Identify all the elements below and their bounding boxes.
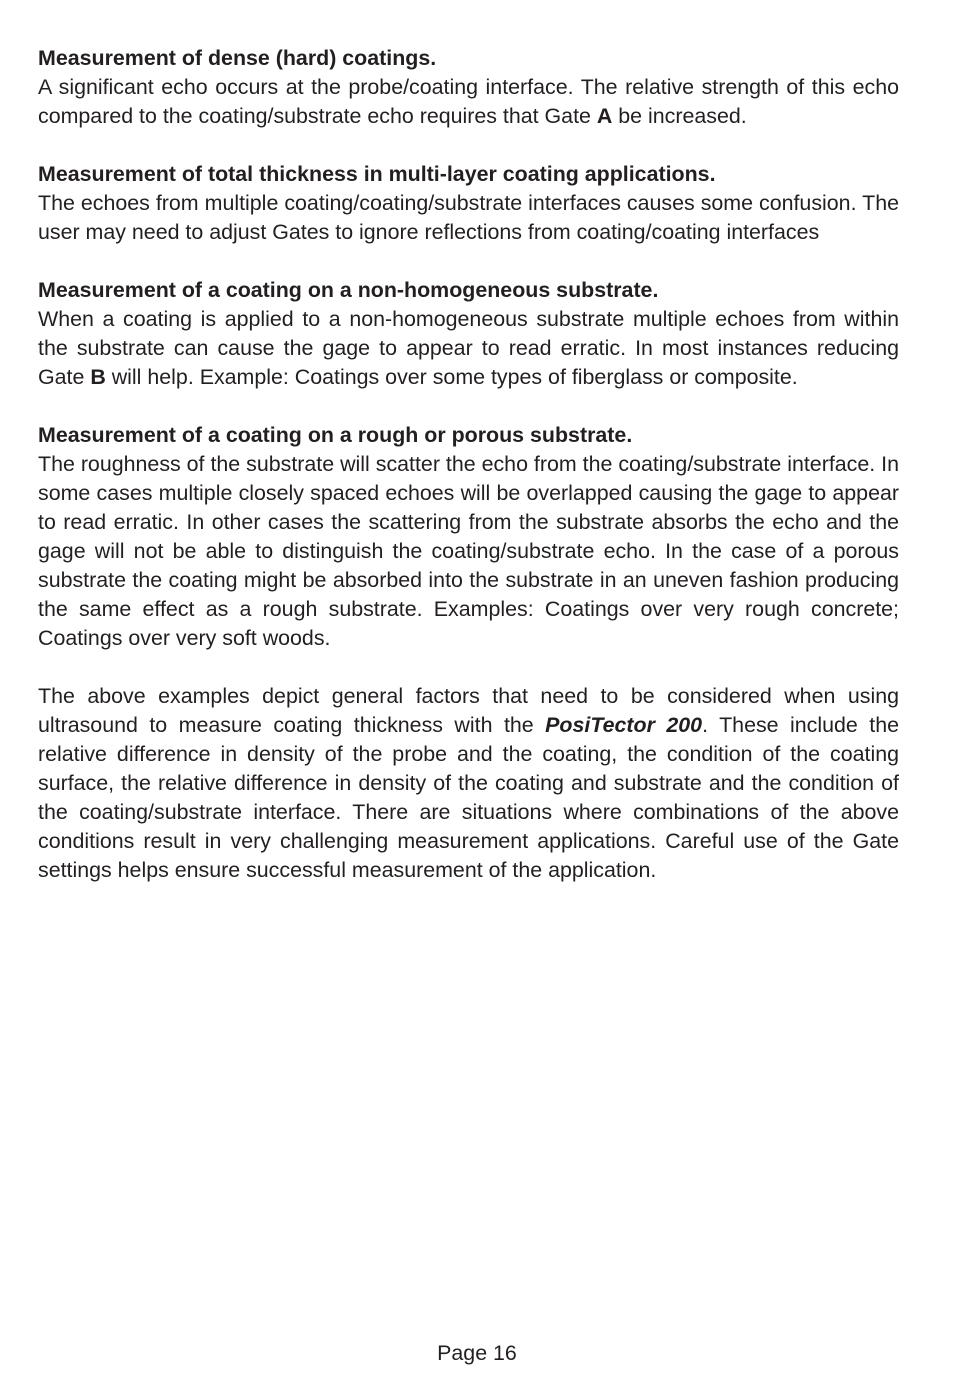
section-non-homogeneous [38,276,899,392]
section-paragraph [38,73,899,131]
section-dense-coatings [38,44,899,131]
section-heading: Measurement of total thickness in multi-layer coating applications. [38,162,716,186]
section-paragraph: The echoes from multiple coating/coating/substrate interfaces causes some confusion. The user may need to adjust Gates to ignore reflections from coating/coating interfaces [38,191,899,244]
section-heading: Measurement of a coating on a non-homogeneous substrate. [38,278,659,302]
section-multi-layer [38,160,899,247]
section-heading: Measurement of a coating on a rough or porous substrate. [38,423,633,447]
page-number: Page 16 [437,1341,517,1365]
paragraph-text: A significant echo occurs at the probe/coating interface. The relative strength of this echo compared to the coating/substrate echo requires that Gate [38,75,899,128]
section-paragraph: The roughness of the substrate will scatter the echo from the coating/substrate interface. In some cases multiple closely spaced echoes will be overlapped causing the gage to appear to read erratic. In other cases the scattering from the substrate absorbs the echo and the gage will not be able to distinguish the coating/substrate echo. In the case of a porous substrate the coating might be absorbed into the substrate in an uneven fashion producing the same effect as a rough substrate. Examples: Coatings over very rough concrete; Coatings over very soft woods. [38,452,899,650]
summary-paragraph [38,682,899,885]
gate-label: B [90,365,106,389]
product-name: PosiTector 200 [545,713,703,737]
section-heading: Measurement of dense (hard) coatings. [38,46,437,70]
paragraph-text: will help. Example: Coatings over some types of fiberglass or composite. [105,365,798,389]
paragraph-text: When a coating is applied to a non-homogeneous substrate multiple echoes from within the substrate can cause the gage to appear to read erratic. In most instances reducing Gate [38,307,899,389]
paragraph-text: The above examples depict general factors that need to be considered when using ultrasound to measure coating thickness with the [38,684,899,737]
gate-label: A [596,104,613,128]
paragraph-text: . These include the relative difference in density of the probe and the coating, the condition of the coating surface, the relative difference in density of the coating and substrate and the condition of the coating/substrate interface. There are situations where combinations of the above conditions result in very challenging measurement applications. Careful use of the Gate settings helps ensure successful measurement of the application. [38,713,900,882]
section-paragraph [38,305,899,392]
paragraph-text: be increased. [612,104,747,128]
section-rough-porous [38,421,899,653]
document-body [38,44,899,914]
section-summary [38,682,899,885]
